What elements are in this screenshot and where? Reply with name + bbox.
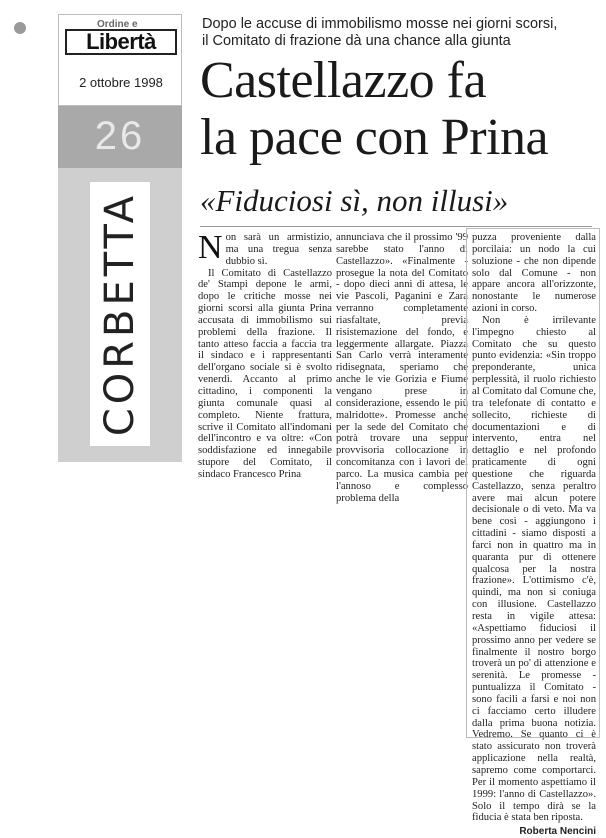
masthead bbox=[58, 14, 182, 462]
publication-date: 2 ottobre 1998 bbox=[79, 75, 163, 90]
paragraph-text: on sarà un armistizio, ma una tregua senza dubbio sì. bbox=[225, 232, 332, 267]
paragraph: annunciava che il prossimo '99 sarebbe stato l'anno di Castellazzo». «Finalmente - prosegue la nota del Comitato - dopo dieci anni di attesa, le vie Pascoli, Paganini e Zara verranno completamente riasfaltate, previa risistemazione del fondo, e leggermente allargate. Piazza San Carlo verrà interamente ridisegnata, speriamo che anche le vie Gorizia e Fiume vengano prese in considerazione, essendo le più malridotte». Promesse anche per la sede del Comitato che potrà trovare una seppur provvisoria collocazione in concomitanza con i lavori del parco. La musica cambia per l'annoso e complesso problema della bbox=[336, 232, 468, 504]
body-column-1 bbox=[198, 229, 332, 481]
paragraph: Il Comitato di Castellazzo de' Stampi depone le armi, dopo le critiche mosse nei giorni scorsi alla giunta Prina accusata di immobilismo sui problemi della frazione. Il tanto atteso faccia a faccia tra il sindaco e i rappresentanti dell'organo sociale si è svolto venerdì. Accanto al primo cittadino, i componenti la giunta comunale quasi al completo. Niente frattura, scrive il Comitato all'indomani dell'incontro e va oltre: «Con soddisfazione ed innegabile stupore del Comitato, il sindaco Francesco Prina bbox=[198, 267, 332, 480]
paragraph: puzza proveniente dalla porcilaia: un nodo la cui soluzione - che non dipende solo dal Comune - non appare ancora all'orizzonte, nonostante le numerose azioni in corso. bbox=[472, 232, 596, 315]
headline-line-2: la pace con Prina bbox=[200, 109, 549, 166]
masthead-header bbox=[58, 14, 182, 106]
page-number: 26 bbox=[94, 114, 146, 158]
page-number-band bbox=[58, 106, 182, 168]
divider bbox=[200, 226, 592, 227]
headline-line-1: Castellazzo fa bbox=[200, 52, 487, 109]
town-band bbox=[58, 168, 182, 462]
punch-hole bbox=[14, 22, 26, 34]
town-name: CORBETTA bbox=[97, 191, 143, 437]
paragraph bbox=[198, 229, 332, 268]
town-panel bbox=[90, 182, 150, 446]
subtitle-line-2: il Comitato di frazione dà una chance alla giunta bbox=[202, 33, 511, 49]
body-column-3 bbox=[472, 232, 596, 838]
subtitle-line-1: Dopo le accuse di immobilismo mosse nei giorni scorsi, bbox=[202, 16, 558, 32]
author-byline: Roberta Nencini bbox=[519, 826, 596, 838]
drop-cap: N bbox=[198, 229, 223, 266]
body-column-2 bbox=[336, 232, 468, 504]
masthead-section: Ordine e bbox=[97, 19, 138, 30]
article-headline bbox=[200, 52, 600, 166]
article-subtitle bbox=[202, 16, 592, 50]
paragraph: Non è irrilevante l'impegno chiesto al Comitato che su questo punto evidenzia: «Sin troppo preponderante, unica perplessità, il ruolo richiesto al Comitato dal Comune che, tra telefonate di contatto e sollecito, richieste di documentazioni e di intervento, entra nel dettaglio e nel profondo praticamente di ogni questione che riguarda Castellazzo, senza peraltro avere mai alcun potere decisionale o di veto. Ma va bene così - aggiungono i cittadini - siamo disposti a farci non in quattro ma in quaranta pur di ottenere qualcosa per la nostra frazione». L'ottimismo c'è, quindi, ma non si coniuga con illusione. Castellazzo resta in vigile attesa: «Aspettiamo fiduciosi il prossimo anno per vedere se finalmente il nostro borgo troverà un po' di attenzione e serenità. Le promesse - puntualizza il Comitato - sono facili a farsi e noi non ci facciamo certo illudere dalla prima buona notizia. Vedremo. Se quanto ci è stato assicurato non troverà applicazione nella realtà, sapremo come comportarci. Per il momento aspettiamo il 1999: l'anno di Castellazzo». Solo il tempo dirà se la fiducia è stata ben riposta. bbox=[472, 314, 596, 824]
pull-quote: «Fiduciosi sì, non illusi» bbox=[200, 183, 509, 218]
masthead-logo: Libertà bbox=[65, 29, 177, 55]
